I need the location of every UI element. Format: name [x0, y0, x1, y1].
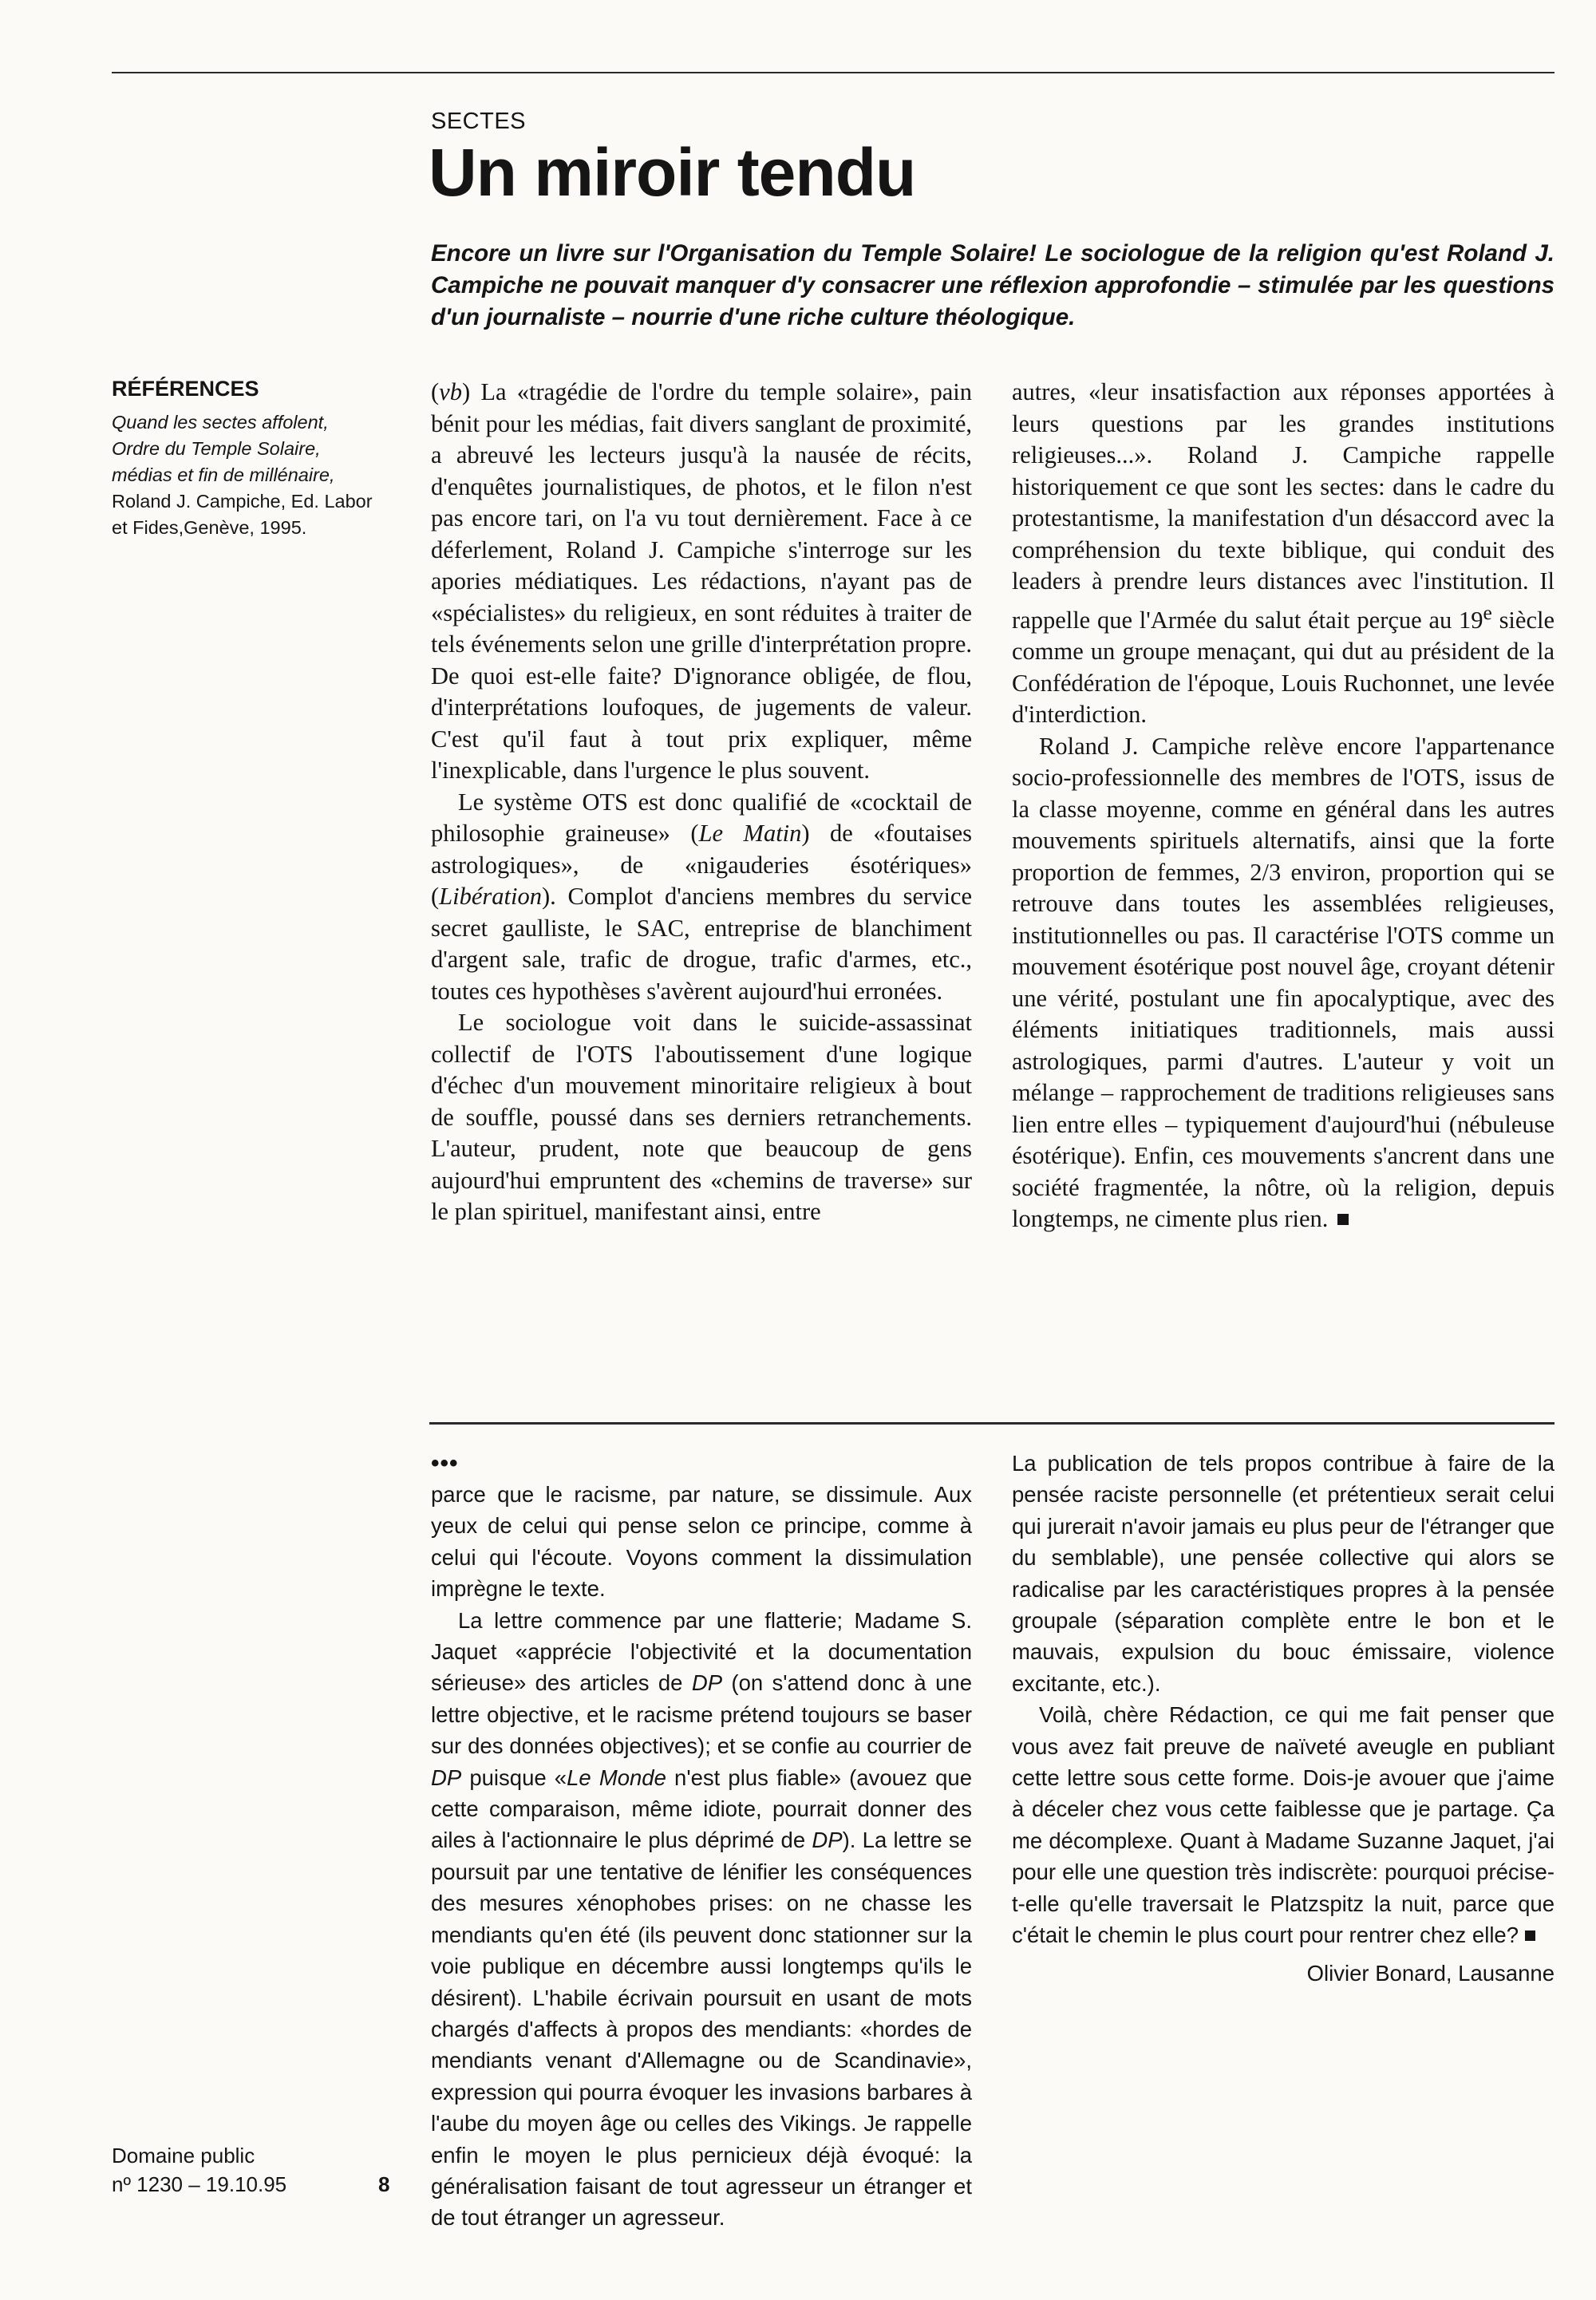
article-title: Un miroir tendu — [429, 135, 916, 210]
issue-info: nº 1230 – 19.10.95 — [112, 2172, 287, 2196]
page-footer — [112, 2141, 399, 2199]
section-divider — [429, 1422, 1555, 1425]
letter-column-2 — [1012, 1448, 1555, 1989]
article-paragraph: Le sociologue voit dans le suicide-assassinat collectif de l'OTS l'aboutissement d'une logique d'échec d'un mouvement minoritaire religieux à bout de souffle, poussé dans ses derniers retranchements. L'auteur, prudent, note que beaucoup de gens aujourd'hui empruntent des «chemins de traverse» sur le plan spirituel, manifestant ainsi, entre — [431, 1009, 972, 1225]
article-paragraph: Roland J. Campiche relève encore l'appartenance socio-professionnelle des membres de l'OTS, issus de la classe moyenne, comme en général dans les autres mouvements spirituels alternatifs, ainsi que la forte proportion de femmes, 2/3 environ, proportion qui se retrouve dans toutes les assemblées religieuses, institutionnelles ou pas. Il caractérise l'OTS comme un mouvement ésotérique post nouvel âge, croyant détenir une vérité, postulant une fin apocalyptique, avec des éléments initiatiques traditionnels, mais aussi astrologiques, parmi d'autres. L'auteur y voit un mélange – rapprochement de traditions religieuses sans lien entre elles – typiquement d'aujourd'hui (nébuleuse ésotérique). Enfin, ces mouvements s'ancrent dans une société fragmentée, la nôtre, où la religion, depuis longtemps, ne cimente plus rien. — [1012, 732, 1555, 1233]
article-column-1 — [431, 377, 972, 1228]
references-body — [112, 409, 380, 541]
section-rubric: SECTES — [431, 109, 527, 134]
end-of-article-mark — [1337, 1214, 1349, 1225]
references-sidebar — [112, 377, 380, 541]
top-rule — [112, 72, 1555, 73]
reference-book-title: Quand les sectes affolent, Ordre du Temple Solaire, médias et fin de millénaire, — [112, 412, 335, 485]
letter-paragraph: Voilà, chère Rédaction, ce qui me fait penser que vous avez fait preuve de naïveté aveugle en publiant cette lettre sous cette forme. Dois-je avouer que j'aime à déceler chez vous cette faiblesse que je partage. Ça me décomplexe. Quant à Madame Suzanne Jaquet, j'ai pour elle une question très indiscrète: pourquoi précise-t-elle qu'elle traversait le Platzspitz la nuit, parce que c'était le chemin le plus court pour rentrer chez elle? — [1012, 1702, 1555, 1948]
publication-name: Domaine public — [112, 2144, 255, 2168]
letter-paragraph: La publication de tels propos contribue à faire de la pensée raciste personnelle (et prétentieux serait celui qui jurerait n'avoir jamais eu plus peur de l'étranger que du semblable), une pensée collective qui alors se radicalise par les caractéristiques propres à la pensée groupale (séparation complète entre le bon et le mauvais, expulsion du bouc émissaire, violence excitante, etc.). — [1012, 1451, 1555, 1696]
superscript: e — [1483, 601, 1492, 624]
continuation-mark: ••• — [431, 1450, 459, 1476]
page-number: 8 — [378, 2172, 390, 2196]
letter-paragraph: La lettre commence par une flatterie; Madame S. Jaquet «apprécie l'objectivité et la documentation sérieuse» des articles de DP (on s'attend donc à une lettre objective, et le racisme prétend toujours se baser sur des données objectives); et se confie au courrier de DP puisque «Le Monde n'est plus fiable» (avouez que cette comparaison, même idiote, pourrait donner des ailes à l'actionnaire le plus déprimé de DP). La lettre se poursuit par une tentative de lénifier les conséquences des mesures xénophobes prises: on ne chasse les mendiants qu'en été (ils peuvent donc stationner sur la voie publique en décembre aussi longtemps qu'ils le désirent). L'habile écrivain poursuit en usant de mots chargés d'affects à propos des mendiants: «hordes de mendiants venant d'Allemagne ou de Scandinavie», expression qui pourra évoquer les invasions barbares à l'aube du moyen âge ou celles des Vikings. Je rappelle enfin le moyen le plus pernicieux déjà évoqué: la généralisation faisant de tout agresseur un étranger et de tout étranger un agresseur. — [431, 1607, 972, 2231]
article-paragraph: autres, «leur insatisfaction aux réponses apportées à leurs questions par les grandes institutions religieuses...». Roland J. Campiche rappelle historiquement ce que sont les sectes: dans le cadre du protestantisme, la manifestation d'un désaccord avec la compréhension du texte biblique, qui conduit des leaders à prendre leurs distances avec l'institution. Il rappelle que l'Armée du salut était perçue au 19e siècle comme un groupe menaçant, qui dut au président de la Confédération de l'époque, Louis Ruchonnet, une levée d'interdiction. — [1012, 378, 1555, 729]
reference-details: Roland J. Campiche, Ed. Labor et Fides,Genève, 1995. — [112, 491, 373, 538]
article-lead: Encore un livre sur l'Organisation du Temple Solaire! Le sociologue de la religion qu'est Roland J. Campiche ne pouvait manquer d'y consacrer une réflexion approfondie – stimulée par les questions d'un journaliste – nourrie d'une riche culture théologique. — [431, 240, 1555, 330]
article-column-2 — [1012, 377, 1555, 1235]
source-citation: Le Matin — [698, 820, 802, 847]
article-paragraph: (vb) La «tragédie de l'ordre du temple solaire», pain bénit pour les médias, fait divers sanglant de proximité, a abreuvé les lecteurs jusqu'à la nausée de récits, d'enquêtes journalistiques, de photos, et le filon n'est pas encore tari, on l'a vu tout dernièrement. Face à ce déferlement, Roland J. Campiche s'interroge sur les apories médiatiques. Les rédactions, n'ayant pas de «spécialistes» du religieux, en sont réduites à traiter de tels événements selon une grille d'interprétation propre. De quoi est-elle faite? D'ignorance obligée, de flou, d'interprétations loufoques, de jugements de valeur. C'est qu'il faut à tout prix expliquer, même l'inexplicable, dans l'urgence le plus souvent. — [431, 378, 972, 784]
author-initials: vb — [439, 378, 462, 405]
article-paragraph: Le système OTS est donc qualifié de «cocktail de philosophie graineuse» (Le Matin) de «foutaises astrologiques», de «nigauderies ésotériques» (Libération). Complot d'anciens membres du service secret gaulliste, le SAC, entreprise de blanchiment d'argent sale, trafic de drogue, trafic d'armes, etc., toutes ces hypothèses s'avèrent aujourd'hui erronées. — [431, 788, 972, 1005]
letter-signature: Olivier Bonard, Lausanne — [1306, 1960, 1555, 1986]
references-heading: RÉFÉRENCES — [112, 377, 259, 401]
letter-paragraph: parce que le racisme, par nature, se dissimule. Aux yeux de celui qui pense selon ce principe, comme à celui qui l'écoute. Voyons comment la dissimulation imprègne le texte. — [431, 1482, 972, 1602]
source-citation: Libération — [439, 883, 542, 910]
end-of-letter-mark — [1525, 1930, 1535, 1941]
letter-column-1 — [431, 1448, 972, 2234]
